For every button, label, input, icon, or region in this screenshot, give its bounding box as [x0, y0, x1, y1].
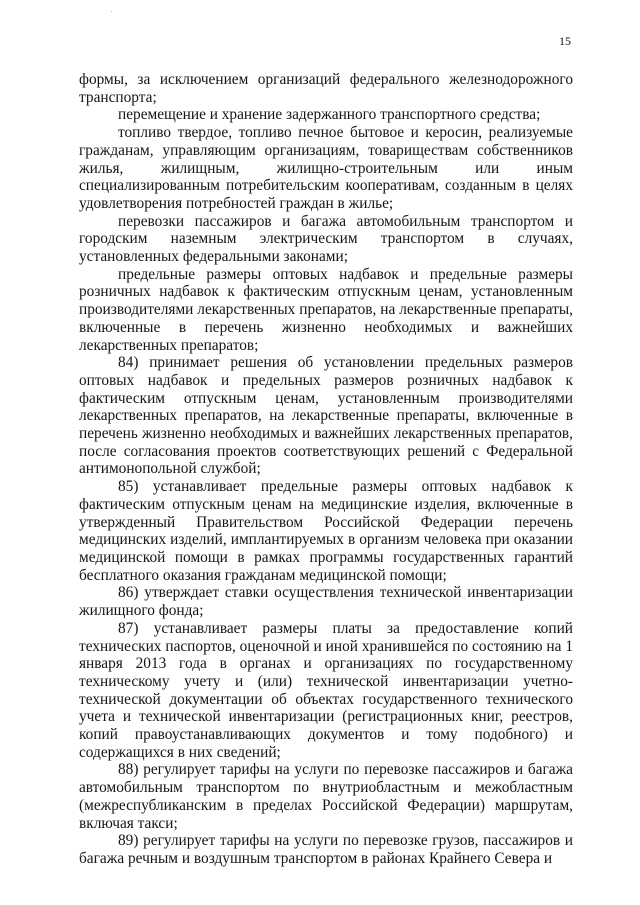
paragraph-passenger-transport: перевозки пассажиров и багажа автомобильным транспортом и городским наземным электрическим транспортом в случаях, установленных федеральными законами; [79, 212, 573, 266]
paragraph-item-89: 89) регулирует тарифы на услуги по перевозке грузов, пассажиров и багажа речным и воздушным транспортом в районах Крайнего Севера и [79, 832, 573, 867]
paragraph-item-86: 86) утверждает ставки осуществления технической инвентаризации жилищного фонда; [79, 584, 573, 620]
paragraph-fuel: топливо твердое, топливо печное бытовое и керосин, реализуемые гражданам, управляющим организациям, товариществам собственников жилья, жилищным, жилищно-строительным или иным специализированным потребительским кооперативам, созданным в целях удовлетворения потребностей граждан в жилье; [79, 124, 573, 212]
document-body [79, 71, 573, 868]
paragraph-item-88: 88) регулирует тарифы на услуги по перевозке пассажиров и багажа автомобильным транспортом по внутриобластным и межобластным (межреспубликанским в пределах Российской Федерации) маршрутам, включая такси; [79, 761, 573, 832]
paragraph-drug-markups: предельные размеры оптовых надбавок и предельные размеры розничных надбавок к фактическим отпускным ценам, установленным производителями лекарственных препаратов, на лекарственные препараты, включенные в перечень жизненно необходимых и важнейших лекарственных препаратов; [79, 265, 573, 354]
page-number: 15 [559, 34, 571, 48]
paragraph-vehicle-storage: перемещение и хранение задержанного транспортного средства; [118, 106, 541, 124]
paragraph-item-84: 84) принимает решения об установлении предельных размеров оптовых надбавок и предельных размеров розничных надбавок к фактическим отпускным ценам, установленным производителями лекарственных препаратов, на лекарственные препараты, включенные в перечень жизненно необходимых и важнейших лекарственных препаратов, после согласования проектов соответствующих решений с Федеральной антимонопольной службой; [79, 354, 573, 478]
scan-mark [111, 11, 112, 12]
paragraph-item-85: 85) устанавливает предельные размеры оптовых надбавок к фактическим отпускным ценам на медицинские изделия, включенные в утвержденный Правительством Российской Федерации перечень медицинских изделий, имплантируемых в организм человека при оказании медицинской помощи в рамках программы государственных гарантий бесплатного оказания гражданам медицинской помощи; [79, 478, 573, 584]
paragraph-item-87: 87) устанавливает размеры платы за предоставление копий технических паспортов, оценочной и иной хранившейся по состоянию на 1 января 2013 года в органах и организациях по государственному техническому учету и (или) технической инвентаризации учетно-технической документации об объектах государственного технического учета и технической инвентаризации (регистрационных книг, реестров, копий правоустанавливающих документов и тому подобного) и содержащихся в них сведений; [79, 619, 573, 761]
paragraph-continuation: формы, за исключением организаций федерального железнодорожного транспорта; [79, 71, 573, 106]
